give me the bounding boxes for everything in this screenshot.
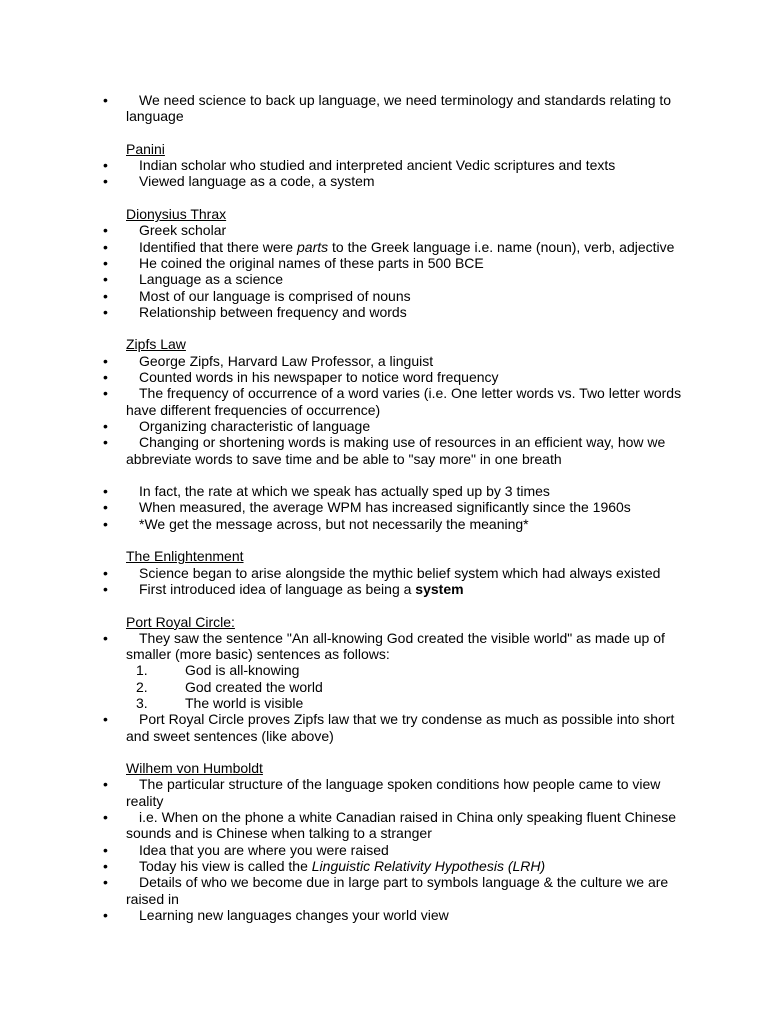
section-heading: Port Royal Circle: — [126, 613, 235, 630]
list-item — [103, 857, 692, 874]
list-item-text: Learning new languages changes your world view — [139, 906, 449, 923]
list-item-text: Science began to arise alongside the mythic belief system which had always existed — [139, 564, 661, 581]
numbered-item — [126, 695, 692, 711]
bullet-icon: • — [103, 369, 108, 386]
bullet-icon: • — [103, 157, 108, 174]
list-item-text: The particular structure of the language spoken conditions how people came to view reality — [126, 776, 661, 809]
bullet-icon: • — [103, 352, 108, 369]
bullet-icon: • — [103, 874, 108, 891]
list-item-text: *We get the message across, but not necessarily the meaning* — [139, 515, 529, 532]
bullet-icon: • — [103, 809, 108, 826]
list-item — [103, 369, 692, 386]
bullet-icon: • — [103, 303, 108, 320]
list-item-text: Details of who we become due in large part to symbols language & the culture we are raised in — [126, 874, 669, 907]
list-item-text: He coined the original names of these parts in 500 BCE — [139, 254, 484, 271]
section-heading: The Enlightenment — [126, 548, 244, 565]
bullet-icon: • — [103, 906, 108, 923]
list-item-text: Counted words in his newspaper to notice word frequency — [139, 369, 499, 386]
list-item — [103, 254, 692, 271]
list-item — [103, 271, 692, 288]
list-item-text: Most of our language is comprised of nouns — [139, 287, 411, 304]
list-item — [103, 776, 692, 809]
list-item-text: Relationship between frequency and words — [139, 303, 407, 320]
list-item-text: In fact, the rate at which we speak has actually sped up by 3 times — [139, 483, 550, 500]
list-item — [103, 173, 692, 190]
list-item-text: Viewed language as a code, a system — [139, 173, 375, 190]
list-item — [103, 841, 692, 858]
list-item — [103, 287, 692, 304]
text-run: Today his view is called the — [139, 857, 312, 874]
list-item — [103, 580, 692, 597]
list-item-text: Idea that you are where you were raised — [139, 841, 389, 858]
bullet-icon: • — [103, 515, 108, 532]
list-item — [103, 352, 692, 369]
bullet-icon: • — [103, 222, 108, 239]
bullet-icon: • — [103, 92, 108, 108]
bold-run: system — [415, 580, 464, 597]
list-item-text: We need science to back up language, we need terminology and standards relating to language — [126, 92, 672, 125]
numbered-item-text: God is all-knowing — [185, 662, 300, 679]
italic-run: parts — [297, 238, 329, 255]
list-item — [103, 385, 692, 418]
list-item — [103, 434, 692, 467]
bullet-icon: • — [103, 776, 108, 793]
bullet-icon: • — [103, 499, 108, 516]
list-item — [103, 238, 692, 255]
list-item-text: Port Royal Circle proves Zipfs law that we try condense as much as possible into short and sweet sentences (like above) — [126, 711, 675, 744]
list-item-text: Greek scholar — [139, 222, 227, 239]
bullet-icon: • — [103, 629, 108, 646]
list-item-text: Indian scholar who studied and interpreted ancient Vedic scriptures and texts — [139, 157, 616, 174]
list-item — [103, 906, 692, 923]
italic-run: Linguistic Relativity Hypothesis (LRH) — [311, 857, 546, 874]
list-item — [103, 303, 692, 320]
bullet-icon: • — [103, 564, 108, 581]
section-heading: Zipfs Law — [126, 336, 186, 353]
bullet-icon: • — [103, 857, 108, 874]
bullet-icon: • — [103, 173, 108, 190]
list-item — [103, 629, 692, 663]
bullet-icon: • — [103, 580, 108, 597]
item-number: 3. — [136, 694, 148, 711]
bullet-icon: • — [103, 254, 108, 271]
list-item — [103, 157, 692, 174]
numbered-item — [126, 679, 692, 695]
list-item-text: Language as a science — [139, 271, 283, 288]
item-number: 2. — [136, 678, 148, 695]
bullet-icon: • — [103, 483, 108, 500]
numbered-item-text: The world is visible — [185, 694, 304, 711]
list-item-text: George Zipfs, Harvard Law Professor, a linguist — [139, 352, 434, 369]
bullet-icon: • — [103, 711, 108, 728]
list-item — [103, 874, 692, 907]
text-run: to the Greek language i.e. name (noun), verb, adjective — [328, 238, 675, 255]
numbered-item — [126, 662, 692, 678]
list-item-text: When measured, the average WPM has increased significantly since the 1960s — [139, 499, 631, 516]
list-item-text: i.e. When on the phone a white Canadian raised in China only speaking fluent Chinese sounds and is Chinese when talking to a stranger — [126, 809, 677, 842]
list-item — [103, 222, 692, 239]
list-item — [103, 483, 692, 500]
bullet-icon: • — [103, 238, 108, 255]
list-item — [103, 711, 692, 744]
list-item — [103, 564, 692, 581]
list-item — [103, 499, 692, 516]
notes-body — [103, 92, 692, 923]
list-item — [103, 515, 692, 532]
list-item — [103, 417, 692, 434]
list-item-text: Organizing characteristic of language — [139, 417, 371, 434]
bullet-icon: • — [103, 417, 108, 434]
section-heading: Dionysius Thrax — [126, 206, 227, 223]
bullet-icon: • — [103, 271, 108, 288]
section-heading: Wilhem von Humboldt — [126, 760, 263, 777]
item-number: 1. — [136, 662, 148, 679]
bullet-icon: • — [103, 287, 108, 304]
bullet-icon: • — [103, 385, 108, 402]
list-item — [103, 809, 692, 842]
section-heading: Panini — [126, 140, 165, 157]
text-run: First introduced idea of language as being a — [139, 580, 416, 597]
numbered-item-text: God created the world — [185, 678, 323, 695]
text-run: Identified that there were — [139, 238, 297, 255]
list-item-text: Changing or shortening words is making use of resources in an efficient way, how we abbreviate words to save time and be able to "say more" in one breath — [126, 434, 666, 467]
list-item-text: The frequency of occurrence of a word varies (i.e. One letter words vs. Two letter words have different frequencies of occurrence) — [126, 385, 682, 418]
list-item — [103, 92, 692, 125]
bullet-icon: • — [103, 841, 108, 858]
list-item-text: They saw the sentence "An all-knowing God created the visible world" as made up of smaller (more basic) sentences as follows: — [126, 629, 665, 663]
bullet-icon: • — [103, 434, 108, 451]
